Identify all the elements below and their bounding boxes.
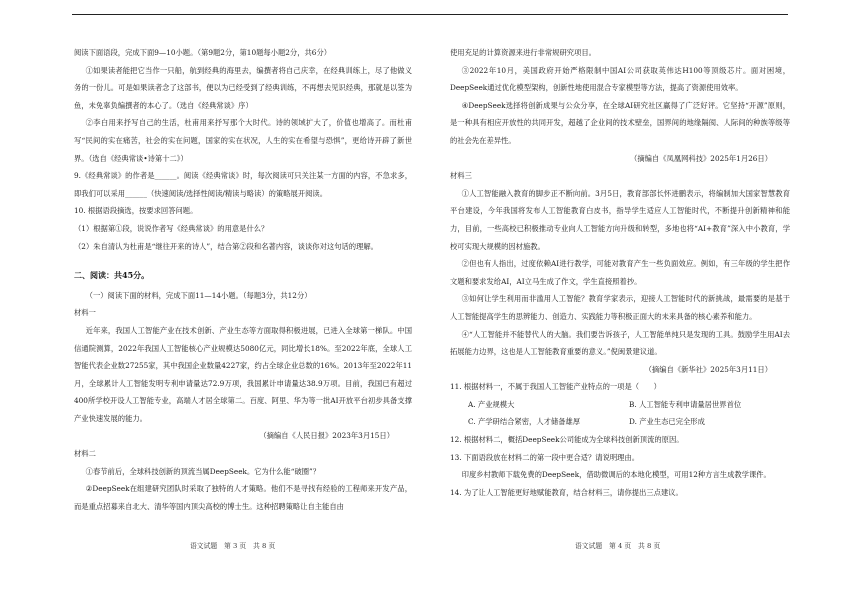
section-title: 二、阅读：共45分。: [74, 270, 150, 281]
question-11-options: [450, 396, 790, 431]
footer-page-3: 语文试题 第 3 页 共 8 页: [190, 542, 276, 550]
excerpt-1: ①如果读者能把它当作一只船，航到经典的海里去，编撰者将自己庆幸，在经典训练上，尽了他做义务的一份儿。可是如果读者念了这部书，便以为已经受到了经典训练，不再想去见识经典，那就是以筌为鱼，未免辜负编撰者的本心了。（选自《经典常谈》序）: [74, 65, 412, 110]
excerpt-2: ②李白用来抒写自己的生活，杜甫用来抒写那个大时代。诗的领域扩大了，价值也增高了。而杜甫写“民间的实在痛苦，社会的实在问题，国家的实在状况，人生的实在希望与恐惧”，更给诗开辟了新世界。（选自《经典常谈•诗第十二》）: [74, 118, 412, 163]
material-1-source: （摘编自《人民日报》2023年3月15日）: [259, 431, 394, 441]
question-10: 10. 根据语段摘选，按要求回答问题。: [74, 206, 198, 216]
material-2-p4: ④DeepSeek选择将创新成果与公众分享，在全球AI研究社区赢得了广泛好评。它坚持“开源”原则，是一种具有相应开放性的共同开发，超越了企业间的技术壁垒，国界间的地缘隔阂、人际间的种族等级等的社会先在差异性。: [450, 100, 790, 145]
option-c: C. 产学研结合紧密，人才储备雄厚: [468, 417, 581, 427]
reading-intro: 阅读下面语段，完成下面9—10小题。（第9题2分，第10题每小题2分，共6分）: [74, 48, 332, 57]
material-3-p4: ④“人工智能并不能替代人的大脑。我们要告诉孩子，人工智能单纯只是发现的工具。鼓励学生用AI去拓展能力边界，这也是人工智能教育重要的意义。”倪闽景建议道。: [450, 329, 790, 357]
material-3-p1: ①人工智能融入教育的脚步正不断向前。3月5日，教育部部长怀进鹏表示，将编制加大国家智慧教育平台建设，今年我国将发布人工智能教育白皮书，指导学生适应人工智能时代，不断提升创新精神和能力，目前，一些高校已积极推动专业向人工智能方向升级和转型，多地也将“AI+教育”深入中小教育，学校可实现大规模的因材施教。: [450, 188, 790, 251]
question-11: 11. 根据材料一，不属于我国人工智能产业特点的一项是（ ）: [450, 382, 661, 392]
material-3-title: 材料三: [450, 171, 472, 181]
material-2-continued: 使用充足的计算资源来进行非常规研究项目。: [450, 48, 596, 57]
material-3-p2: ②但也有人指出，过度依赖AI进行教学，可能对教育产生一些负面效应。例如，有三年级的学生把作文题和要求发给AI，AI立马生成了作文，学生直接照着抄。: [450, 259, 790, 286]
question-12: 12. 根据材料二，概括DeepSeek公司能成为全球科技创新顶流的原因。: [450, 435, 684, 445]
question-10-1: （1）根据第①段，说说作者写《经典常谈》的用意是什么？: [74, 223, 269, 233]
material-1-title: 材料一: [74, 308, 96, 318]
material-2-p1: ①春节前后，全球科技创新的顶流当属DeepSeek。它为什么能“破圈”？: [85, 466, 321, 476]
top-rule: [72, 14, 788, 15]
option-a: A. 产业规模大: [468, 399, 515, 409]
question-14: 14. 为了让人工智能更好地赋能教育，结合材料三，请你提出三点建议。: [450, 487, 683, 497]
material-2-source: （摘编自《凤凰网科技》2025年1月26日）: [630, 153, 772, 163]
question-10-2: （2）朱自清认为杜甫是“继往开来的诗人”，结合第②段和名著内容，谈谈你对这句话的理解。: [74, 241, 378, 251]
material-1-text: 近年来，我国人工智能产业在技术创新、产业生态等方面取得积极进展，已进入全球第一梯队。中国信通院测算，2022年我国人工智能核心产业规模达5080亿元，同比增长18%。至2022年底，全球人工智能代表企业数27255家，其中我国企业数量4227家，约占全球企业总数的16%。2013年至2022年11月，全球累计人工智能发明专利申请量达72.9万项，我国累计申请量达38.9万项。目前，我国已有超过400所学校开设人工智能专业，高端人才居全球第二。百度、阿里、华为等一批AI开放平台初步具备支撑产业快速发展的能力。: [74, 325, 412, 423]
page-4-column: [450, 44, 790, 501]
material-2-p3: ③2022年10月，美国政府开始严格限制中国AI公司获取英伟达H100等顶级芯片。面对困境，DeepSeek通过优化模型架构，创新性地使用混合专家模型等方法，提高了资源使用效率。: [450, 65, 790, 93]
sub-intro: （一）阅读下面的材料，完成下面11—14小题。（每题3分，共12分）: [85, 290, 312, 300]
page-3-column: [74, 44, 412, 515]
footer-page-4: 语文试题 第 4 页 共 8 页: [575, 542, 661, 550]
option-b: B. 人工智能专利申请量居世界首位: [629, 399, 742, 409]
material-3-p3: ③如何让学生利用而非滥用人工智能？教育学家表示，迎接人工智能时代的新挑战，最需要的是基于人工智能提高学生的思辨能力、创造力、实践能力等积极正面大的未来具备的核心素养和能力。: [450, 294, 790, 321]
material-3-source: （摘编自《新华社》2025年3月11日）: [644, 364, 772, 374]
option-d: D. 产业生态已完全形成: [629, 417, 705, 427]
question-13: 13. 下面语段放在材料二的第一段中更合适？请说明理由。: [450, 452, 640, 462]
material-2-title: 材料二: [74, 449, 96, 459]
material-2-p2: ②DeepSeek在组建研究团队时采取了独特的人才策略。他们不是寻找有经验的工程师来开发产品，而是重点招募来自北大、清华等国内顶尖高校的博士生。这种招聘策略让自主能自由: [74, 484, 412, 511]
question-9: 9.《经典常谈》的作者是______。阅读《经典常谈》时，每次阅读可只关注某一方面的内容，不急求多，即我们可以采用______（快速阅读/选择性阅读/精读与略读）的策略展开阅读。: [74, 171, 412, 198]
question-13-quote: 印度乡村教师下载免费的DeepSeek，借助微调后的本地化模型，可用12种方言生成教学课件。: [461, 470, 771, 480]
